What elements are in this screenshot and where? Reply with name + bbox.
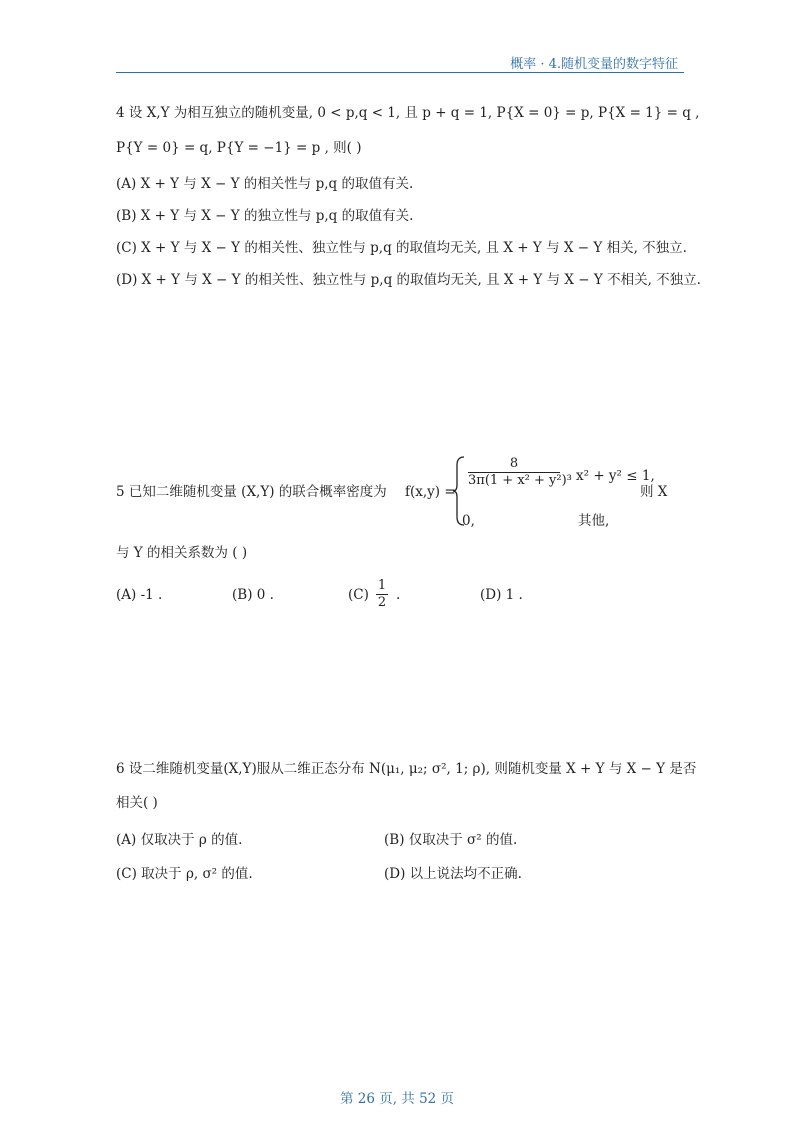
q5-option-c-fraction <box>376 578 388 611</box>
q5-option-c-num: 1 <box>377 578 387 593</box>
q5-suffix: 则 X <box>640 484 668 500</box>
q5-case1-den: 3π(1 + x² + y²)³ <box>468 473 572 488</box>
q5-option-c-den: 2 <box>377 595 387 610</box>
q6-option-a: (A) 仅取决于 ρ 的值. <box>116 832 243 848</box>
q5-case2-val: 0, <box>462 513 475 529</box>
page-header: 概率 · 4.随机变量的数字特征 <box>510 57 678 72</box>
q4-option-b: (B) X + Y 与 X − Y 的独立性与 p,q 的取值有关. <box>116 208 414 224</box>
q5-case1-cond: x² + y² ≤ 1, <box>576 468 655 484</box>
q6-line1: 6 设二维随机变量(X,Y)服从二维正态分布 N(μ₁, μ₂; σ², 1; ρ), 则随机变量 X + Y 与 X − Y 是否 <box>116 761 697 777</box>
q5-func: f(x,y) = <box>405 484 456 500</box>
q5-case1-fraction <box>468 456 572 489</box>
q5-prefix: 5 已知二维随机变量 (X,Y) 的联合概率密度为 <box>116 484 387 500</box>
q5-option-a: (A) -1 . <box>116 587 163 603</box>
q5-option-c-label: (C) <box>348 587 369 603</box>
q4-option-d: (D) X + Y 与 X − Y 的相关性、独立性与 p,q 的取值均无关, 且 X + Y 与 X − Y 不相关, 不独立. <box>116 272 701 288</box>
q6-option-d: (D) 以上说法均不正确. <box>384 866 522 882</box>
q4-option-a: (A) X + Y 与 X − Y 的相关性与 p,q 的取值有关. <box>116 176 414 192</box>
q5-case1-num: 8 <box>509 456 519 471</box>
q4-line1: 4 设 X,Y 为相互独立的随机变量, 0 < p,q < 1, 且 p + q = 1, P{X = 0} = p, P{X = 1} = q , <box>116 105 700 121</box>
q4-line2: P{Y = 0} = q, P{Y = −1} = p , 则( ) <box>116 140 362 156</box>
q5-case2-cond: 其他, <box>578 513 610 529</box>
page-footer: 第 26 页, 共 52 页 <box>339 1091 455 1107</box>
q5-option-b: (B) 0 . <box>232 587 274 603</box>
q5-line2: 与 Y 的相关系数为 ( ) <box>116 545 248 561</box>
q6-option-c: (C) 取决于 ρ, σ² 的值. <box>116 866 253 882</box>
q4-option-c: (C) X + Y 与 X − Y 的相关性、独立性与 p,q 的取值均无关, 且 X + Y 与 X − Y 相关, 不独立. <box>116 240 687 256</box>
q5-option-d: (D) 1 . <box>480 587 523 603</box>
q6-line2: 相关( ) <box>116 795 158 811</box>
q6-option-b: (B) 仅取决于 σ² 的值. <box>384 832 518 848</box>
q5-option-c-tail: . <box>396 587 401 603</box>
header-divider <box>116 72 684 73</box>
